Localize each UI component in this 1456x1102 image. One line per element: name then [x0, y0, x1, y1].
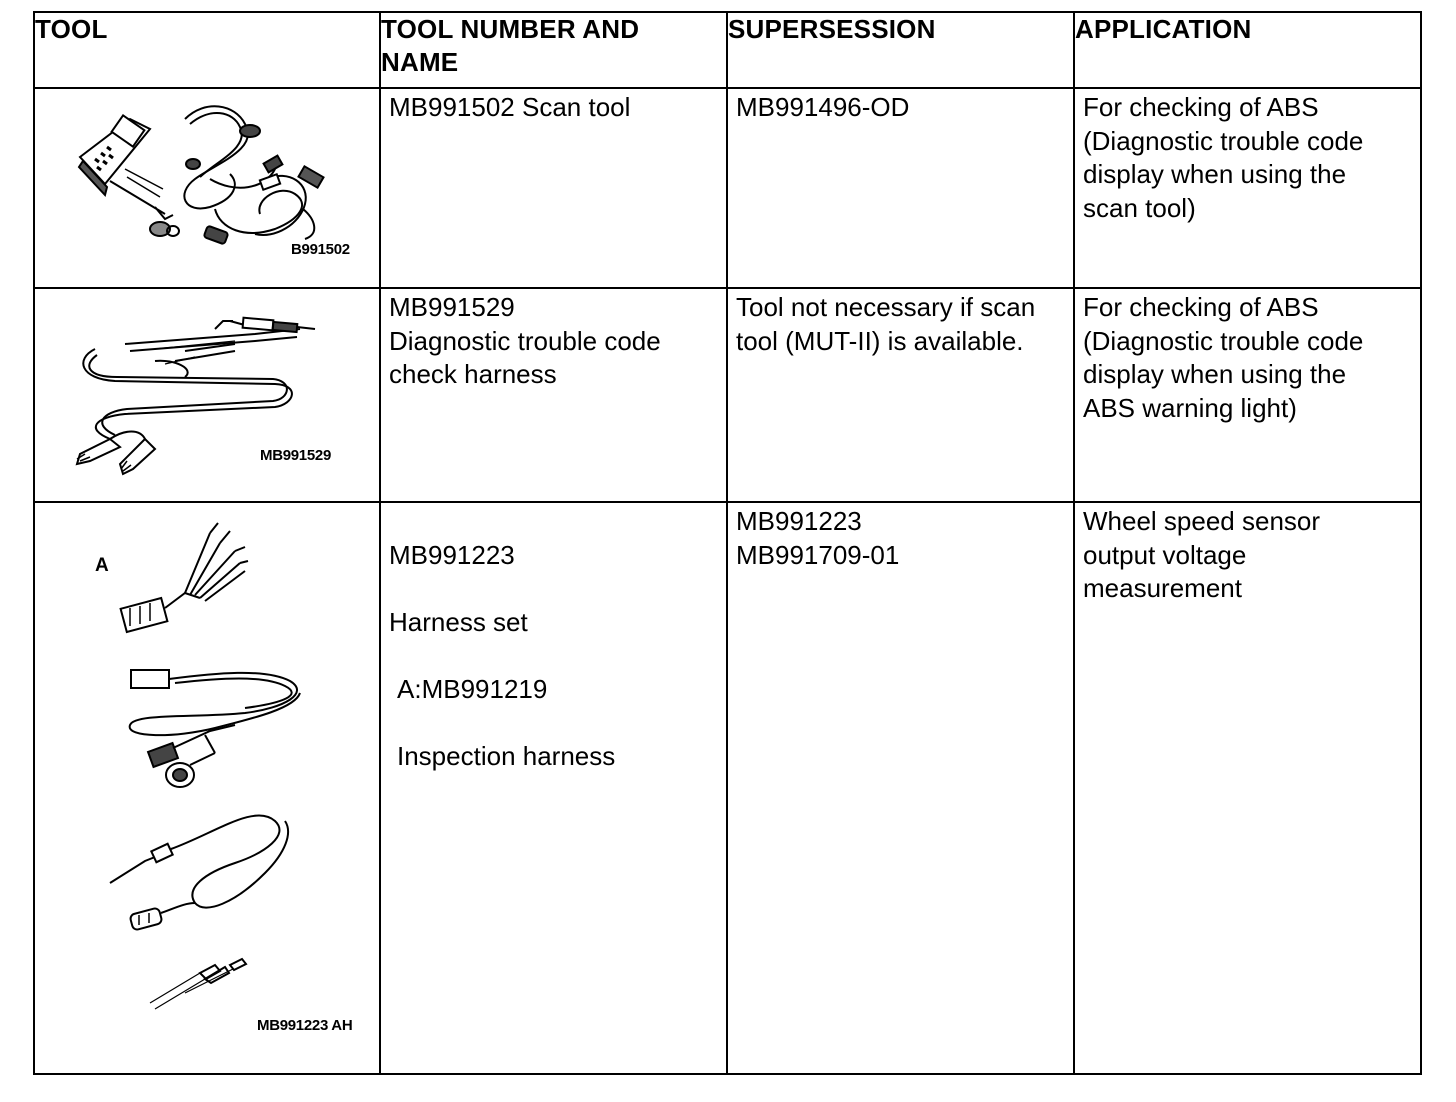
- tool-name: Harness set: [389, 606, 528, 637]
- application-text: For checking of ABS (Diagnostic trouble code display when using the ABS warning light): [1083, 292, 1364, 423]
- tool-image-caption: MB991529: [260, 447, 331, 464]
- supersession-text: Tool not necessary if scan tool (MUT-II) is available.: [736, 292, 1036, 356]
- tool-number-cell: [380, 502, 727, 1074]
- tool-number-cell: [380, 88, 727, 288]
- header-tool: TOOL: [34, 12, 380, 88]
- table-row: [34, 288, 1421, 502]
- sub-item-part-number: A:MB991219: [397, 673, 548, 704]
- supersession-cell: [727, 288, 1074, 502]
- tool-image-cell: [34, 288, 380, 502]
- application-cell: [1074, 502, 1421, 1074]
- header-tool-number-and-name: TOOL NUMBER AND NAME: [380, 12, 727, 88]
- harness-set-drawing-icon: [35, 503, 377, 1071]
- application-cell: [1074, 88, 1421, 288]
- header-application: APPLICATION: [1074, 12, 1421, 88]
- check-harness-drawing-icon: [35, 289, 377, 499]
- image-label-a: A: [95, 555, 109, 576]
- tool-image-caption: B991502: [291, 241, 350, 258]
- table-row: [34, 88, 1421, 288]
- application-text: Wheel speed sensor output voltage measurement: [1083, 506, 1321, 603]
- supersession-text: MB991496-OD: [736, 92, 910, 122]
- header-supersession: SUPERSESSION: [727, 12, 1074, 88]
- tool-image-cell: [34, 502, 380, 1074]
- tool-image-caption: MB991223 AH: [257, 1017, 353, 1034]
- table-row: [34, 502, 1421, 1074]
- tool-number-cell: [380, 288, 727, 502]
- supersession-text: MB991223 MB991709-01: [736, 506, 900, 570]
- application-text: For checking of ABS (Diagnostic trouble code display when using the scan tool): [1083, 92, 1364, 223]
- supersession-cell: [727, 88, 1074, 288]
- application-cell: [1074, 288, 1421, 502]
- supersession-cell: [727, 502, 1074, 1074]
- tool-number: MB991223: [389, 539, 515, 570]
- tool-number-and-name: MB991529 Diagnostic trouble code check harness: [389, 292, 661, 389]
- special-tools-table: [33, 11, 1422, 1075]
- tool-number-and-name: [381, 503, 726, 807]
- tool-image-cell: [34, 88, 380, 288]
- sub-item-name: Inspection harness: [397, 740, 616, 771]
- header-row: [34, 12, 1421, 88]
- tool-number-and-name: MB991502 Scan tool: [389, 92, 631, 122]
